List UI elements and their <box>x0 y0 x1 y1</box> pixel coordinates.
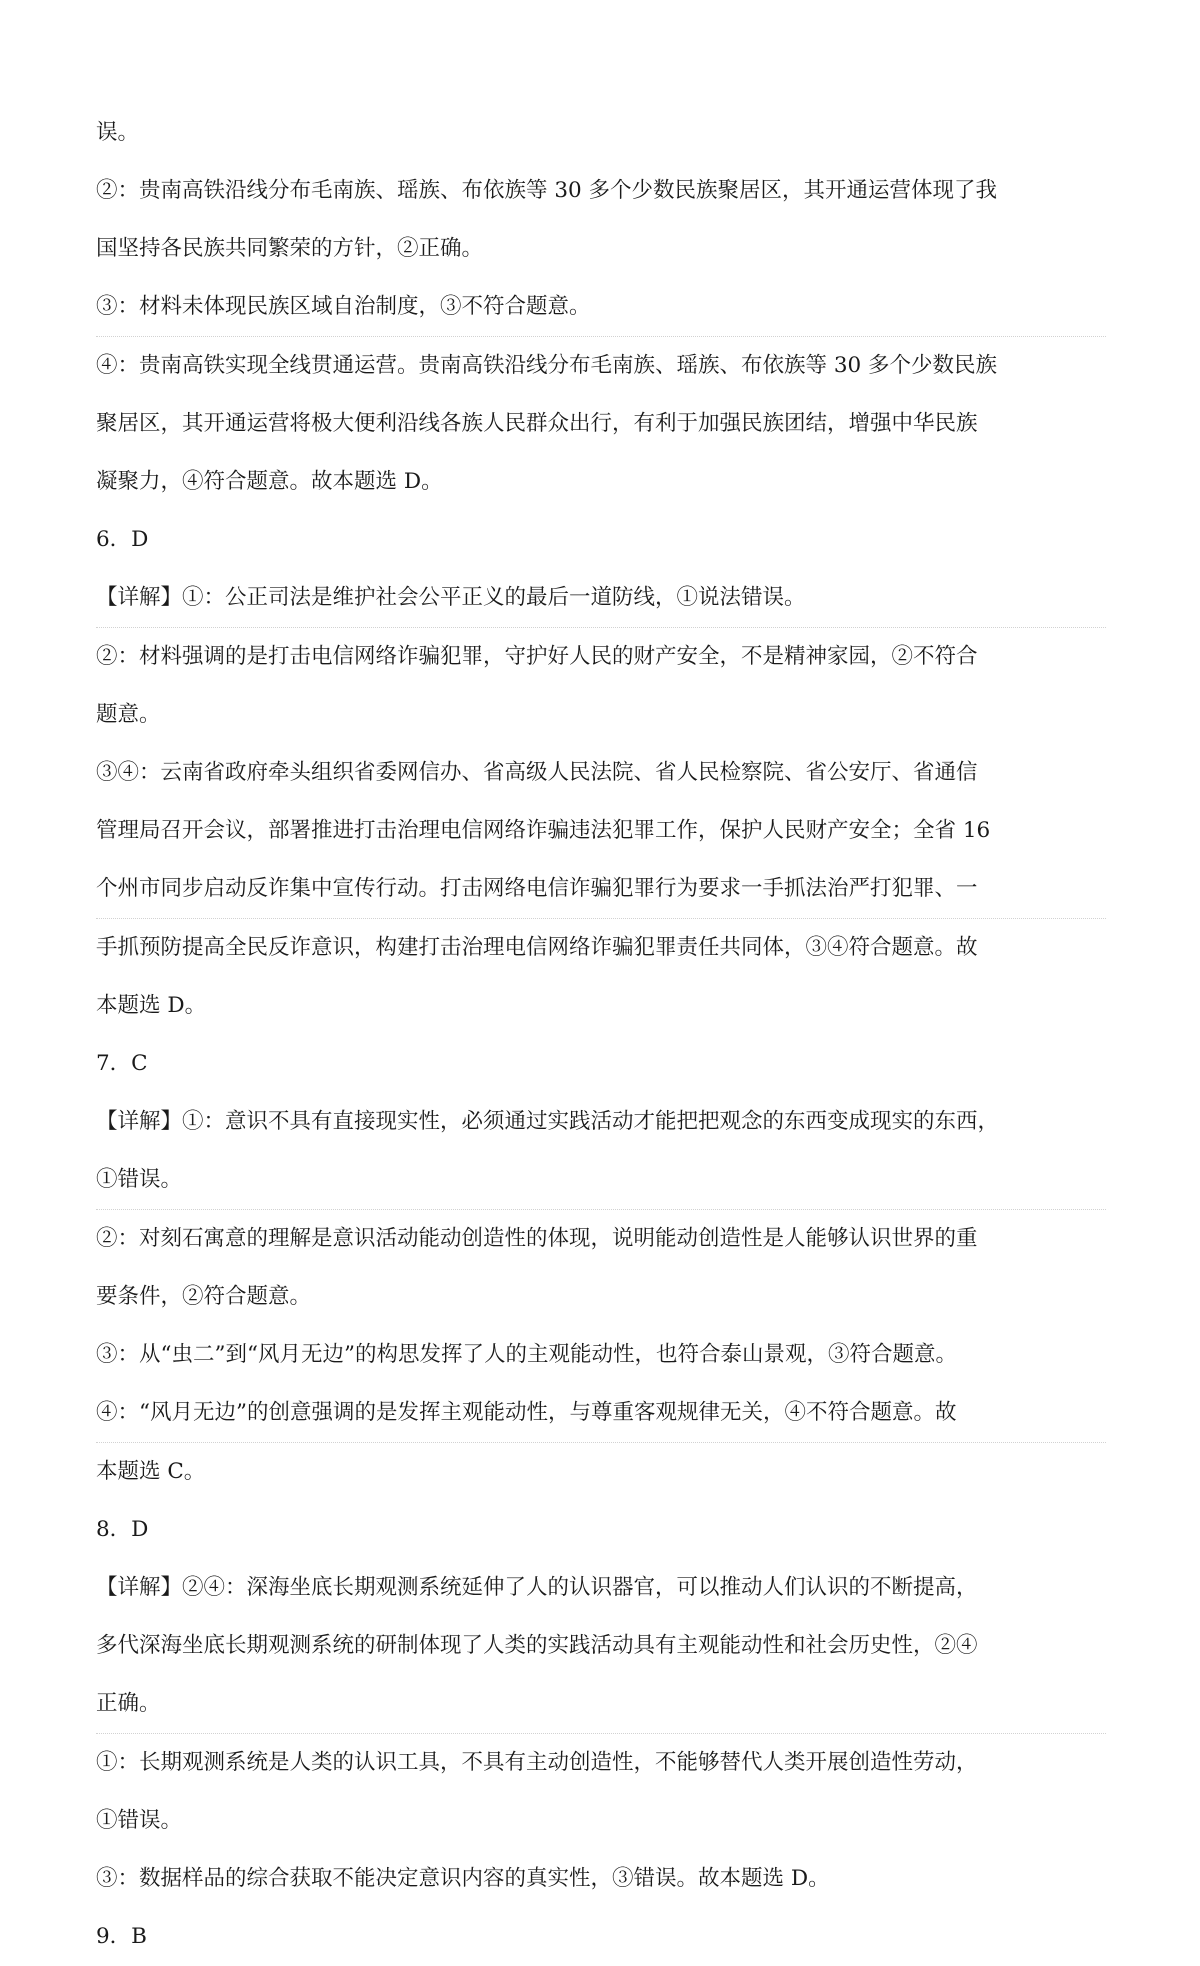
text-line: ③：材料未体现民族区域自治制度，③不符合题意。 <box>96 294 591 319</box>
text-line: 多代深海坐底长期观测系统的研制体现了人类的实践活动具有主观能动性和社会历史性，②④ <box>96 1633 978 1658</box>
text-line: ④：贵南高铁实现全线贯通运营。贵南高铁沿线分布毛南族、瑶族、布依族等 30 多个少数民族 <box>96 336 1106 395</box>
text-line: 本题选 D。 <box>96 993 207 1018</box>
text-line: ①错误。 <box>96 1167 183 1192</box>
text-line: ③：从“虫二”到“风月无边”的构思发挥了人的主观能动性，也符合泰山景观，③符合题意。 <box>96 1342 957 1367</box>
text-line: 6．D <box>96 527 149 552</box>
text-line: 题意。 <box>96 702 161 727</box>
text-line: ②：贵南高铁沿线分布毛南族、瑶族、布依族等 30 多个少数民族聚居区，其开通运营体现了我 <box>96 178 998 203</box>
text-line: 误。 <box>96 120 140 145</box>
text-line: ②：对刻石寓意的理解是意识活动能动创造性的体现，说明能动创造性是人能够认识世界的重 <box>96 1209 1106 1268</box>
text-line: 管理局召开会议，部署推进打击治理电信网络诈骗违法犯罪工作，保护人民财产安全；全省 16 <box>96 818 991 843</box>
text-line: 正确。 <box>96 1691 161 1716</box>
text-line: ③：数据样品的综合获取不能决定意识内容的真实性，③错误。故本题选 D。 <box>96 1866 830 1891</box>
text-line: 个州市同步启动反诈集中宣传行动。打击网络电信诈骗犯罪行为要求一手抓法治严打犯罪、一 <box>96 876 978 901</box>
text-line: 9．B <box>96 1924 147 1949</box>
text-line: 7．C <box>96 1051 148 1076</box>
text-line: 聚居区，其开通运营将极大便利沿线各族人民群众出行，有利于加强民族团结，增强中华民族 <box>96 411 978 436</box>
text-line: 要条件，②符合题意。 <box>96 1284 312 1309</box>
text-line: 【详解】②④：深海坐底长期观测系统延伸了人的认识器官，可以推动人们认识的不断提高， <box>96 1575 978 1600</box>
text-line: 8．D <box>96 1517 149 1542</box>
text-line: ①错误。 <box>96 1808 183 1833</box>
text-line: 凝聚力，④符合题意。故本题选 D。 <box>96 469 443 494</box>
text-line: 【详解】①：意识不具有直接现实性，必须通过实践活动才能把把观念的东西变成现实的东西， <box>96 1109 1000 1134</box>
text-line: ②：材料强调的是打击电信网络诈骗犯罪，守护好人民的财产安全，不是精神家园，②不符合 <box>96 627 1106 686</box>
text-line: 国坚持各民族共同繁荣的方针，②正确。 <box>96 236 484 261</box>
text-line: ③④：云南省政府牵头组织省委网信办、省高级人民法院、省人民检察院、省公安厅、省通信 <box>96 760 978 785</box>
document-body <box>96 104 1106 1966</box>
text-line: ①：长期观测系统是人类的认识工具，不具有主动创造性，不能够替代人类开展创造性劳动， <box>96 1733 1106 1792</box>
text-line: 本题选 C。 <box>96 1442 1106 1501</box>
text-line: ④：“风月无边”的创意强调的是发挥主观能动性，与尊重客观规律无关，④不符合题意。故 <box>96 1400 957 1425</box>
text-line: 【详解】①：公正司法是维护社会公平正义的最后一道防线，①说法错误。 <box>96 585 806 610</box>
text-line: 手抓预防提高全民反诈意识，构建打击治理电信网络诈骗犯罪责任共同体，③④符合题意。故 <box>96 918 1106 977</box>
